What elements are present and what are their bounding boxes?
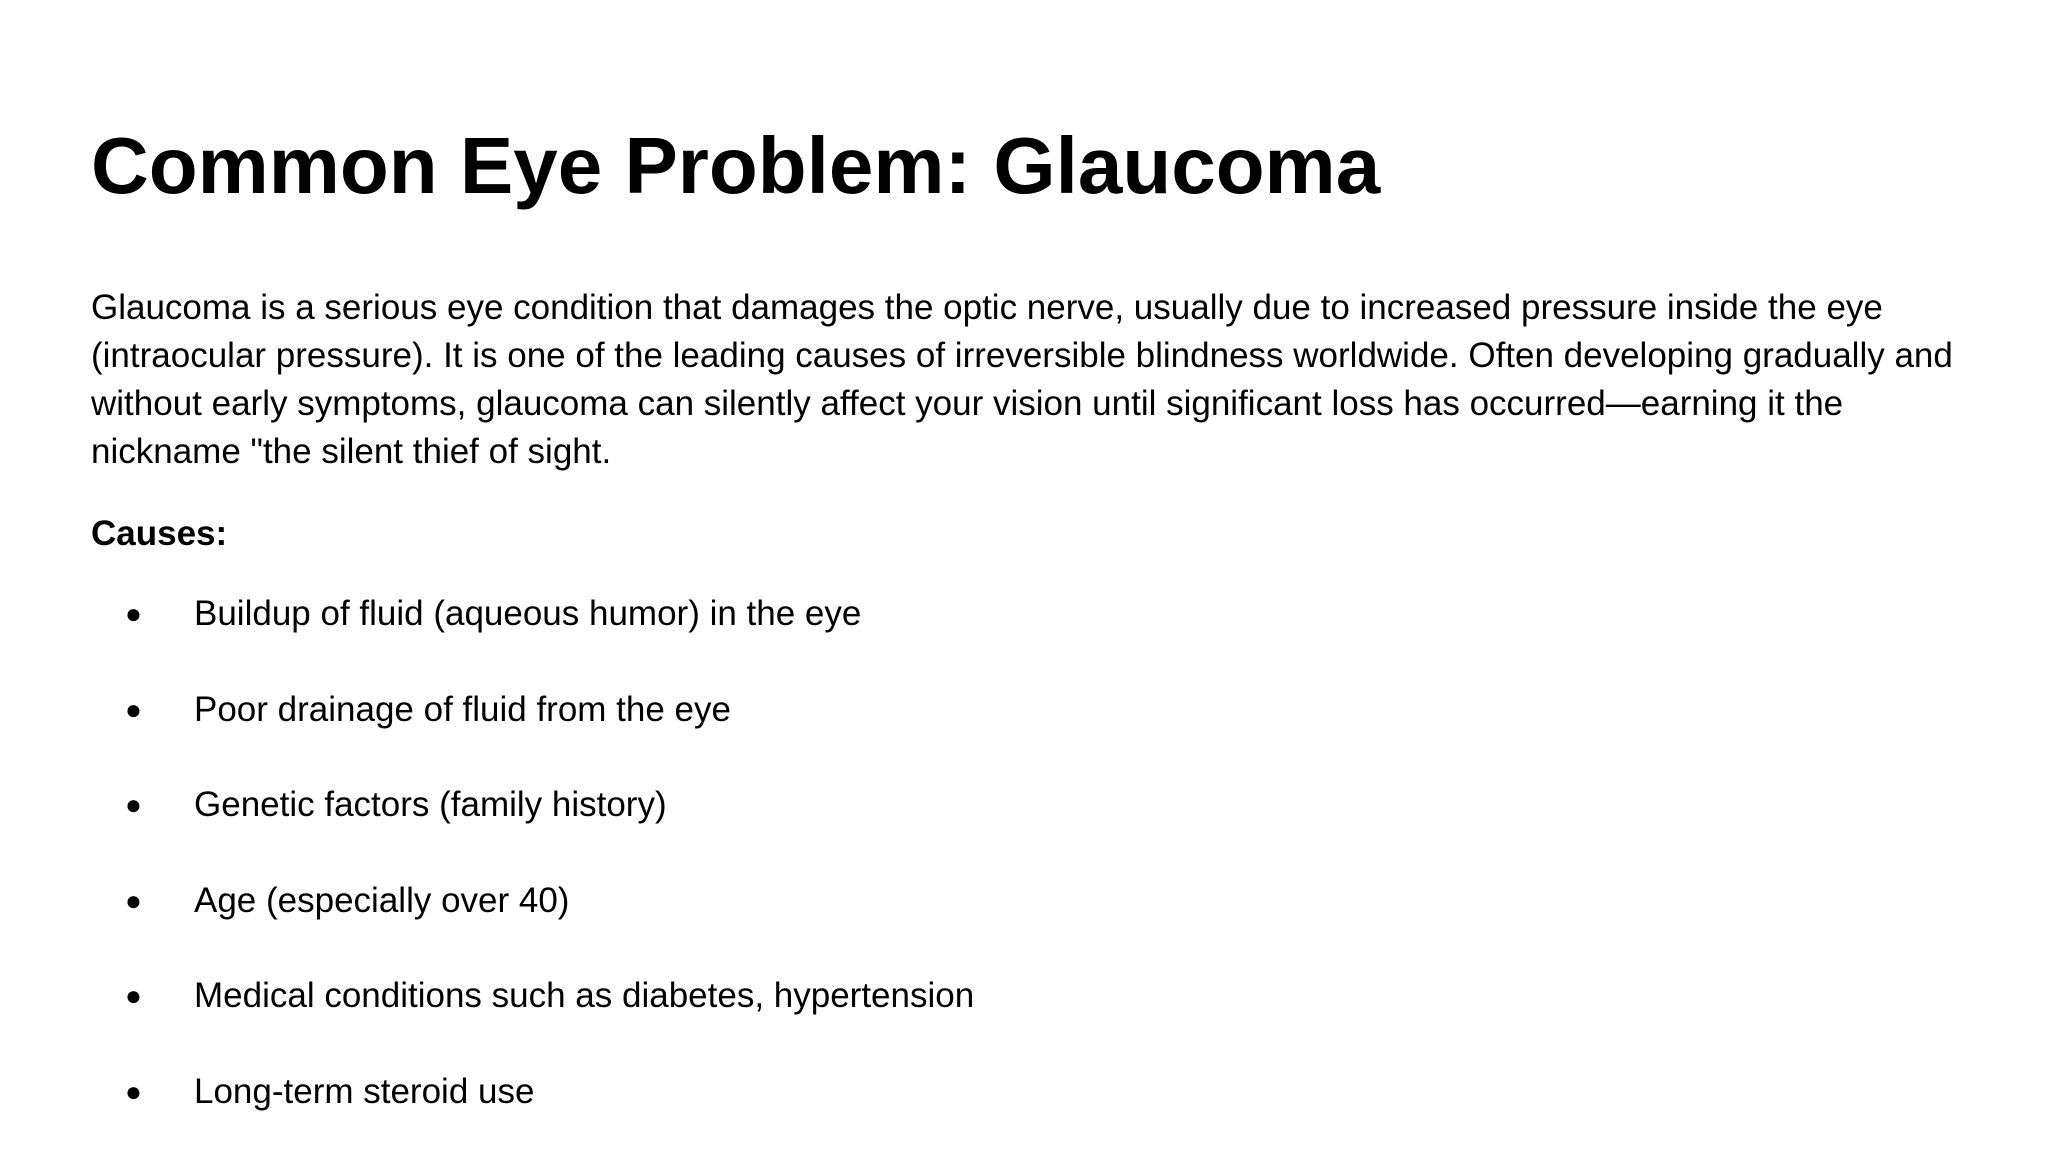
bullet-icon: ● [125, 1068, 142, 1116]
bullet-icon: ● [125, 686, 142, 734]
cause-text: Poor drainage of fluid from the eye [194, 686, 731, 734]
list-item [0, 972, 2048, 1068]
cause-text: Medical conditions such as diabetes, hypertension [194, 972, 974, 1020]
causes-list [0, 590, 2048, 1163]
intro-paragraph: Glaucoma is a serious eye condition that damages the optic nerve, usually due to increased pressure inside the eye (intraocular pressure). It is one of the leading causes of irreversible blindness worldwide. Often developing gradually and without early symptoms, glaucoma can silently affect your vision until significant loss has occurred—earning it the nickname "the silent thief of sight. [91, 284, 1991, 476]
cause-text: Genetic factors (family history) [194, 781, 667, 829]
cause-text: Long-term steroid use [194, 1068, 534, 1116]
bullet-icon: ● [125, 781, 142, 829]
list-item [0, 781, 2048, 877]
bullet-icon: ● [125, 972, 142, 1020]
list-item [0, 686, 2048, 782]
cause-text: Buildup of fluid (aqueous humor) in the eye [194, 590, 861, 638]
list-item [0, 1068, 2048, 1163]
slide-title: Common Eye Problem: Glaucoma [91, 118, 1380, 214]
cause-text: Age (especially over 40) [194, 877, 569, 925]
causes-heading: Causes: [91, 510, 227, 558]
list-item [0, 877, 2048, 973]
list-item [0, 590, 2048, 686]
bullet-icon: ● [125, 590, 142, 638]
bullet-icon: ● [125, 877, 142, 925]
